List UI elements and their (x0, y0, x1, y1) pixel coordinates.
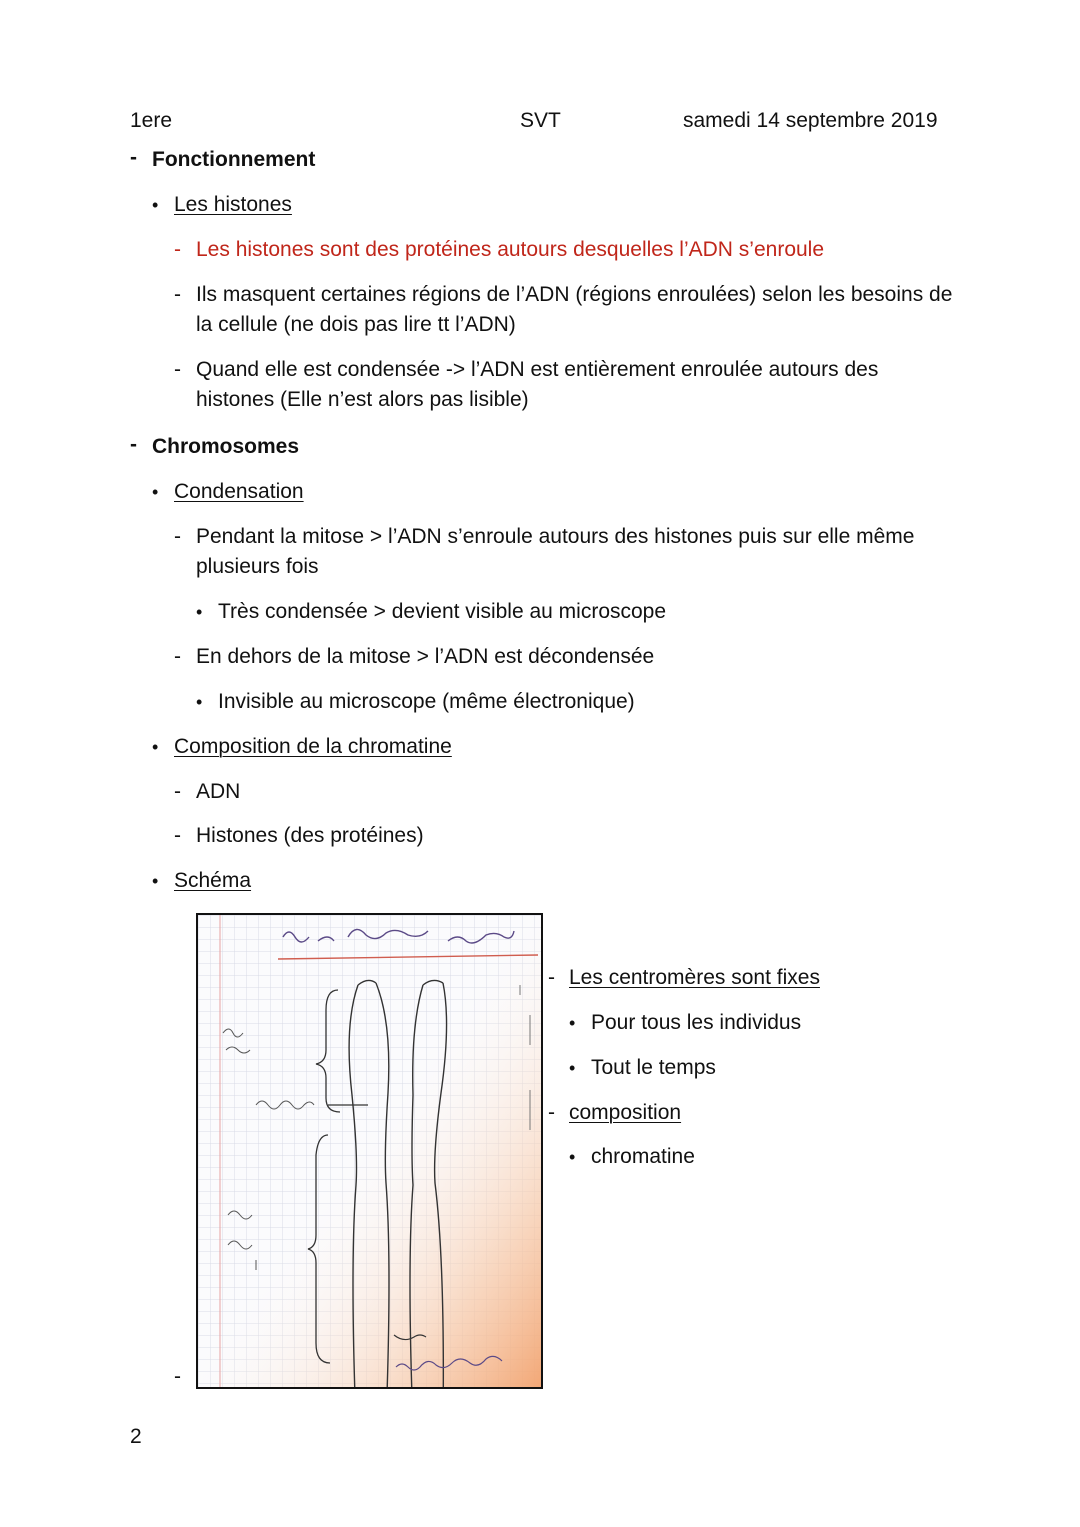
bullet: • (569, 1058, 576, 1078)
bullet: • (196, 692, 203, 712)
subheading-schema: Schéma (174, 869, 252, 892)
note-centromeres-sub-2: Tout le temps (591, 1056, 716, 1079)
section-dash: - (130, 146, 137, 169)
dash: - (174, 824, 181, 847)
histones-point-2: Ils masquent certaines régions de l’ADN (régions enroulées) selon les besoins de la cellule (ne dois pas lire tt l’ADN) (196, 283, 953, 336)
dash: - (174, 238, 181, 261)
dash: - (548, 1101, 555, 1124)
note-composition: composition (569, 1101, 682, 1124)
condensation-point-2: En dehors de la mitose > l’ADN est décondensée (196, 645, 655, 668)
composition-item-histones: Histones (des protéines) (196, 824, 424, 847)
bullet: • (152, 737, 159, 757)
header-level: 1ere (130, 109, 173, 132)
bullet: • (152, 871, 159, 891)
bullet: • (152, 482, 159, 502)
composition-item-adn: ADN (196, 780, 241, 803)
bullet: • (569, 1013, 576, 1033)
dash: - (174, 525, 181, 548)
subheading-condensation: Condensation (174, 480, 304, 503)
dash: - (174, 645, 181, 668)
header-date: samedi 14 septembre 2019 (683, 109, 938, 132)
bullet: • (152, 195, 159, 215)
section-title-chromosomes: Chromosomes (152, 435, 300, 458)
condensation-point-2-sub: Invisible au microscope (même électronique) (218, 690, 635, 713)
note-centromeres: Les centromères sont fixes (569, 966, 820, 989)
subheading-histones: Les histones (174, 193, 292, 216)
section-title-fonctionnement: Fonctionnement (152, 148, 316, 171)
condensation-point-1: Pendant la mitose > l’ADN s’enroule autours des histones puis sur elle même plusieurs fois (196, 525, 915, 578)
histones-point-1: Les histones sont des protéines autours desquelles l’ADN s’enroule (196, 238, 825, 261)
chromosome-sketch-drawing (198, 915, 541, 1387)
dash: - (174, 1365, 181, 1388)
dash: - (548, 966, 555, 989)
note-composition-sub: chromatine (591, 1145, 695, 1168)
bullet: • (196, 602, 203, 622)
chromosome-sketch (196, 913, 543, 1389)
subheading-composition: Composition de la chromatine (174, 735, 452, 758)
dash: - (174, 780, 181, 803)
header-subject: SVT (520, 109, 561, 132)
bullet: • (569, 1147, 576, 1167)
section-dash: - (130, 433, 137, 456)
dash: - (174, 358, 181, 381)
condensation-point-1-sub: Très condensée > devient visible au microscope (218, 600, 667, 623)
histones-point-3: Quand elle est condensée -> l’ADN est entièrement enroulée autours des histones (Elle n’est alors pas lisible) (196, 358, 879, 411)
dash: - (174, 283, 181, 306)
note-centromeres-sub-1: Pour tous les individus (591, 1011, 802, 1034)
page-number: 2 (130, 1425, 142, 1448)
